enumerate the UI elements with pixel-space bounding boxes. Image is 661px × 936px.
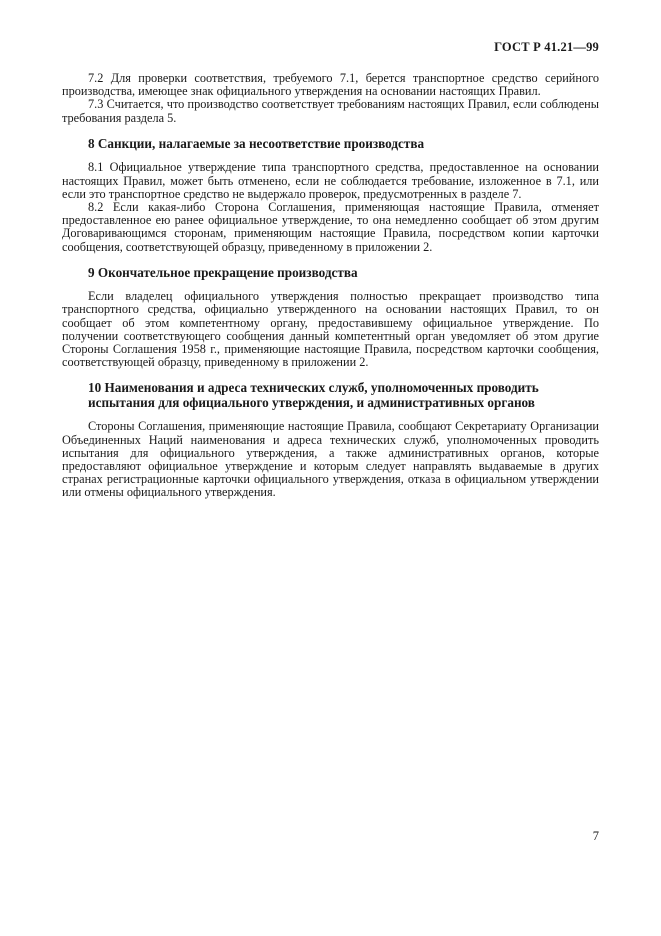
paragraph-10: Стороны Соглашения, применяющие настоящие Правила, сообщают Секретариату Организации Объединенных Наций наименования и адреса технических служб, уполномоченных проводить испытания для официального утверждения, а также административных органов, которые предоставляют официальное утверждение и которым следует направлять выдаваемые в других странах регистрационные карточки официального утверждения, отказа в официальном утверждении или отмены официального утверждения. [62, 419, 599, 500]
section-10-heading: 10 Наименования и адреса технических служб, уполномоченных проводить испытания для официального утверждения, и административных органов [88, 380, 539, 410]
intro-block [62, 72, 599, 125]
section-8-heading: 8 Санкции, налагаемые за несоответствие производства [88, 135, 425, 151]
document-code: ГОСТ Р 41.21—99 [494, 40, 599, 54]
section-10 [62, 381, 599, 499]
paragraph-9: Если владелец официального утверждения полностью прекращает производство типа транспортного средства, официально утвержденного на основании настоящих Правил, то он сообщает об этом компетентному органу, предоставившему официальное утверждение. По получении соответствующего сообщения данный компетентный орган уведомляет об этом другие Стороны Соглашения 1958 г., применяющие настоящие Правила, посредством карточки сообщения, соответствующей образцу, приведенному в приложении 2. [62, 289, 599, 370]
paragraph-8-1: 8.1 Официальное утверждение типа транспортного средства, предоставленное на основании настоящих Правил, может быть отменено, если не соблюдается требование, изложенное в 7.1, или если это транспортное средство не выдержало проверок, предусмотренных в разделе 7. [62, 160, 599, 201]
section-9-heading: 9 Окончательное прекращение производства [88, 264, 358, 280]
paragraph-8-2: 8.2 Если какая-либо Сторона Соглашения, применяющая настоящие Правила, отменяет предоставленное ею ранее официальное утверждение, то она немедленно сообщает об этом другим Договаривающимся сторонам, применяющим настоящие Правила, посредством копии карточки сообщения, соответствующей образцу, приведенному в приложении 2. [62, 199, 599, 254]
paragraph-7-3: 7.3 Считается, что производство соответствует требованиям настоящих Правил, если соблюдены требования раздела 5. [62, 97, 599, 125]
document-page [62, 36, 599, 906]
paragraph-7-2: 7.2 Для проверки соответствия, требуемого 7.1, берется транспортное средство серийного производства, имеющее знак официального утверждения на основании настоящих Правил. [62, 71, 599, 99]
page-number: 7 [592, 829, 599, 843]
section-9 [62, 266, 599, 370]
document-body [62, 72, 599, 500]
section-8 [62, 137, 599, 254]
